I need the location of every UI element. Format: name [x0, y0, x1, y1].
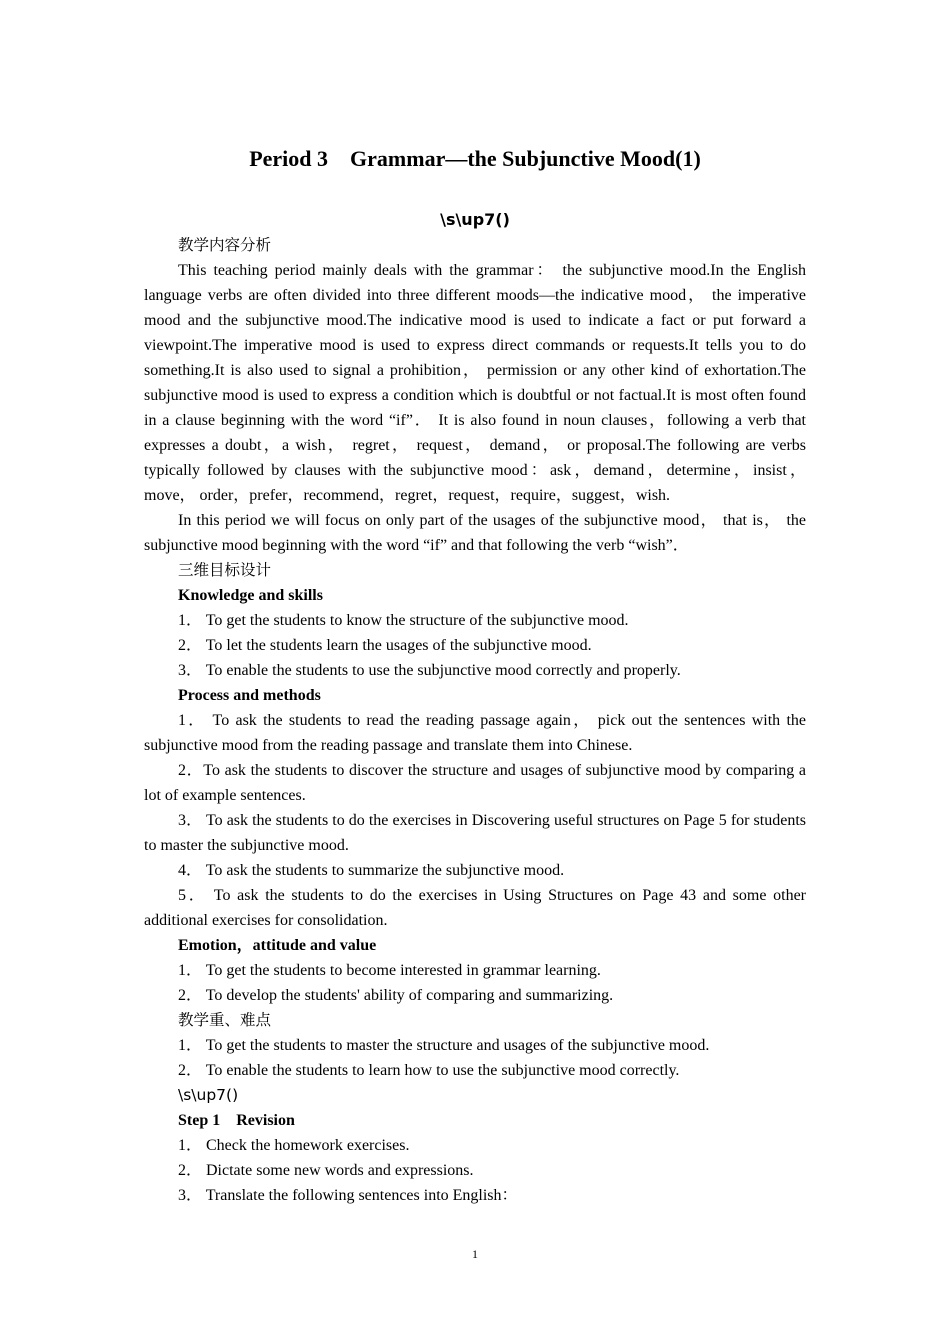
- list-item: 2． To let the students learn the usages of the subjunctive mood.: [178, 637, 592, 654]
- list-item: 5． To ask the students to do the exercises in Using Structures on Page 43 and some other additional exercises for consolidation.: [144, 887, 806, 929]
- section-heading-objectives: 三维目标设计: [178, 561, 272, 579]
- list-item: 2． To enable the students to learn how to use the subjunctive mood correctly.: [178, 1062, 680, 1079]
- list-item: 1． To get the students to master the structure and usages of the subjunctive mood.: [178, 1037, 710, 1054]
- field-code-heading: \s\up7(): [440, 210, 510, 229]
- list-item: 1． To ask the students to read the reading passage again， pick out the sentences with the subjunctive mood from the reading passage and translate them into Chinese.: [144, 712, 806, 754]
- paragraph-intro: This teaching period mainly deals with the grammar： the subjunctive mood.In the English language verbs are often divided into three different moods—the indicative mood， the imperative mood and the subjunctive mood.The indicative mood is used to indicate a fact or put forward a viewpoint.The imperative mood is used to express direct commands or requests.It tells you to do something.It is also used to signal a prohibition， permission or any other kind of exhortation.The subjunctive mood is used to express a condition which is doubtful or not factual.It is most often found in a clause beginning with the word “if”． It is also found in noun clauses，following a verb that expresses a doubt，a wish， regret， request， demand， or proposal.The following are verbs typically followed by clauses with the subjunctive mood：ask，demand，determine，insist，move， order，prefer，recommend，regret，request，require，suggest，wish.: [144, 262, 807, 504]
- list-item: 1． Check the homework exercises.: [178, 1137, 410, 1154]
- subheading-process: Process and methods: [178, 687, 321, 704]
- page-title: Period 3 Grammar—the Subjunctive Mood(1): [249, 146, 701, 171]
- section-heading-key-points: 教学重、难点: [178, 1011, 272, 1029]
- list-item: 2． To develop the students' ability of comparing and summarizing.: [178, 987, 614, 1004]
- field-code-inline: \s\up7(): [178, 1086, 239, 1104]
- list-item: 2．To ask the students to discover the structure and usages of subjunctive mood by comparing a lot of example sentences.: [144, 762, 806, 804]
- list-item: 1． To get the students to become interested in grammar learning.: [178, 962, 601, 979]
- list-item: 4． To ask the students to summarize the subjunctive mood.: [178, 862, 565, 879]
- list-item: 3． To ask the students to do the exercises in Discovering useful structures on Page 5 for students to master the subjunctive mood.: [144, 812, 807, 854]
- section-heading-content-analysis: 教学内容分析: [178, 236, 272, 254]
- page-number: 1: [472, 1247, 478, 1261]
- list-item: 3． To enable the students to use the subjunctive mood correctly and properly.: [178, 662, 681, 679]
- paragraph-focus: In this period we will focus on only part of the usages of the subjunctive mood， that is， the subjunctive mood beginning with the word “if” and that following the verb “wish”．: [144, 512, 807, 554]
- subheading-emotion: Emotion，attitude and value: [178, 937, 377, 954]
- list-item: 1． To get the students to know the structure of the subjunctive mood.: [178, 612, 629, 629]
- subheading-step1: Step 1 Revision: [178, 1112, 295, 1129]
- subheading-knowledge: Knowledge and skills: [178, 587, 323, 604]
- list-item: 3． Translate the following sentences into English：: [178, 1187, 518, 1204]
- list-item: 2． Dictate some new words and expressions.: [178, 1162, 474, 1179]
- document-body: [144, 233, 806, 1208]
